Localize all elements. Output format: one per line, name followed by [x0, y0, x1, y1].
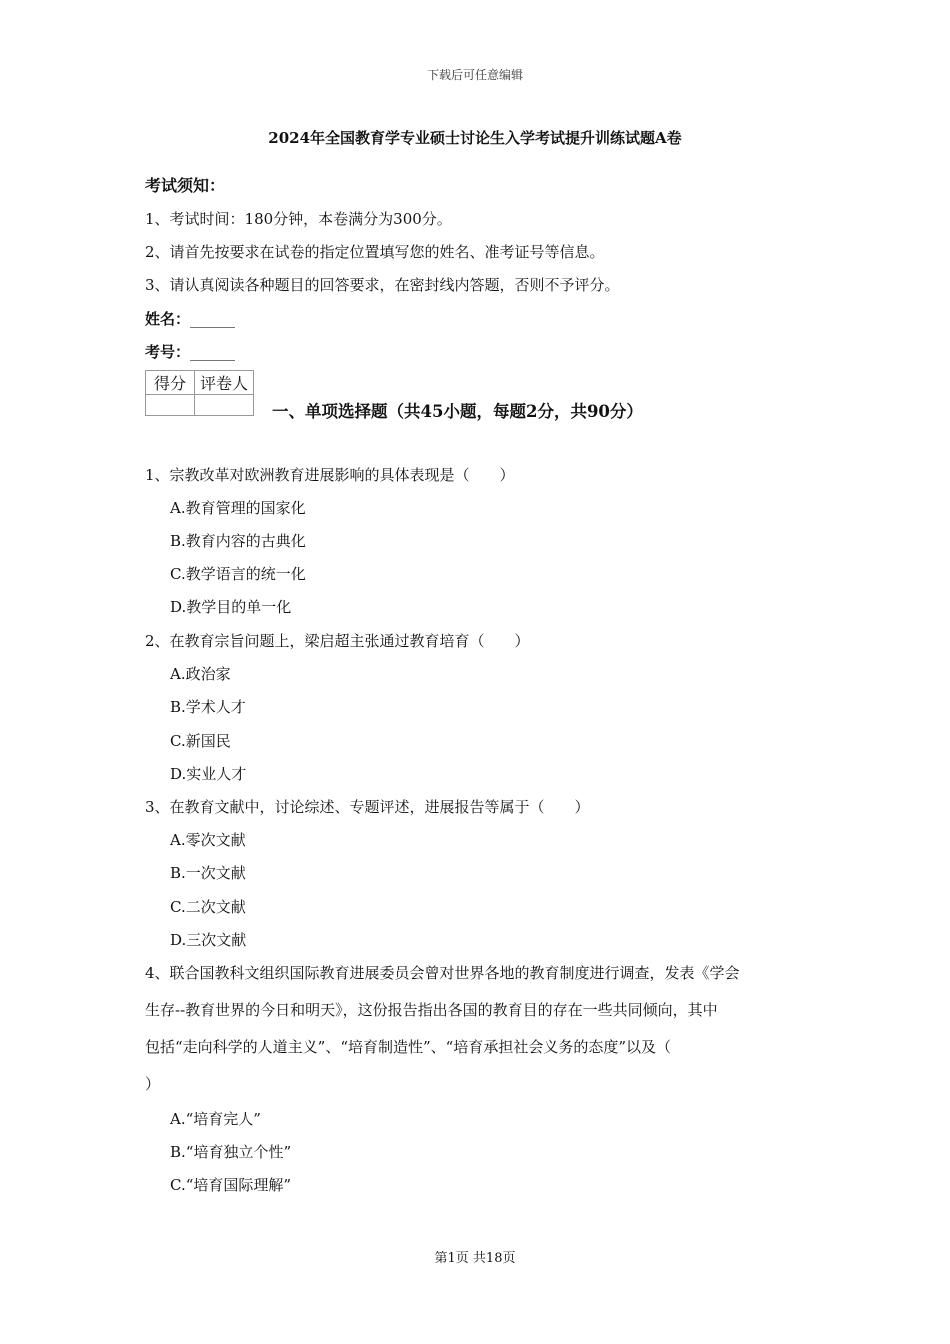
answer-option: A.教育管理的国家化 [170, 499, 306, 517]
name-blank: ______ [190, 310, 236, 328]
question-text: ） [145, 1075, 161, 1093]
answer-option: C.教学语言的统一化 [170, 565, 306, 583]
exam-id-blank: ______ [190, 343, 236, 361]
question-text: 2、在教育宗旨问题上，梁启超主张通过教育培育（ ） [145, 632, 530, 650]
exam-id-field [145, 341, 235, 362]
exam-id-label: 考号： [145, 343, 191, 361]
question-text: 3、在教育文献中，讨论综述、专题评述，进展报告等属于（ ） [145, 798, 590, 816]
name-field [145, 308, 235, 329]
notice-heading: 考试须知： [145, 176, 226, 195]
notice-item: 2、请首先按要求在试卷的指定位置填写您的姓名、准考证号等信息。 [145, 243, 605, 261]
answer-option: B.“培育独立个性” [170, 1143, 292, 1161]
header-note: 下载后可任意编辑 [426, 68, 523, 82]
answer-option: B.一次文献 [170, 864, 246, 882]
answer-option: A.“培育完人” [170, 1110, 261, 1128]
answer-option: A.零次文献 [170, 831, 246, 849]
page-footer: 第1页 共18页 [434, 1251, 516, 1266]
answer-option: C.二次文献 [170, 898, 246, 916]
answer-option: D.教学目的单一化 [170, 598, 292, 616]
question-text: 生存--教育世界的今日和明天》，这份报告指出各国的教育目的存在一些共同倾向，其中 [145, 1001, 718, 1019]
question-text: 1、宗教改革对欧洲教育进展影响的具体表现是（ ） [145, 466, 515, 484]
grader-cell [195, 395, 254, 416]
answer-option: B.教育内容的古典化 [170, 532, 306, 550]
name-label: 姓名： [145, 310, 191, 328]
document-title: 2024年全国教育学专业硕士讨论生入学考试提升训练试题A卷 [268, 129, 682, 147]
notice-item: 3、请认真阅读各种题目的回答要求，在密封线内答题，否则不予评分。 [145, 276, 620, 294]
question-text: 包括“走向科学的人道主义”、“培育制造性”、“培育承担社会义务的态度”以及（ [145, 1038, 672, 1056]
grader-header: 评卷人 [195, 371, 254, 395]
score-table [145, 370, 254, 416]
answer-option: A.政治家 [170, 665, 231, 683]
answer-option: C.“培育国际理解” [170, 1176, 292, 1194]
answer-option: D.三次文献 [170, 931, 247, 949]
answer-option: B.学术人才 [170, 698, 246, 716]
answer-option: D.实业人才 [170, 765, 247, 783]
score-header: 得分 [146, 371, 195, 395]
section-title: 一、单项选择题（共45小题，每题2分，共90分） [272, 402, 643, 421]
score-cell [146, 395, 195, 416]
answer-option: C.新国民 [170, 732, 231, 750]
notice-item: 1、考试时间：180分钟，本卷满分为300分。 [145, 210, 452, 228]
question-text: 4、联合国教科文组织国际教育进展委员会曾对世界各地的教育制度进行调查，发表《学会 [145, 964, 740, 982]
